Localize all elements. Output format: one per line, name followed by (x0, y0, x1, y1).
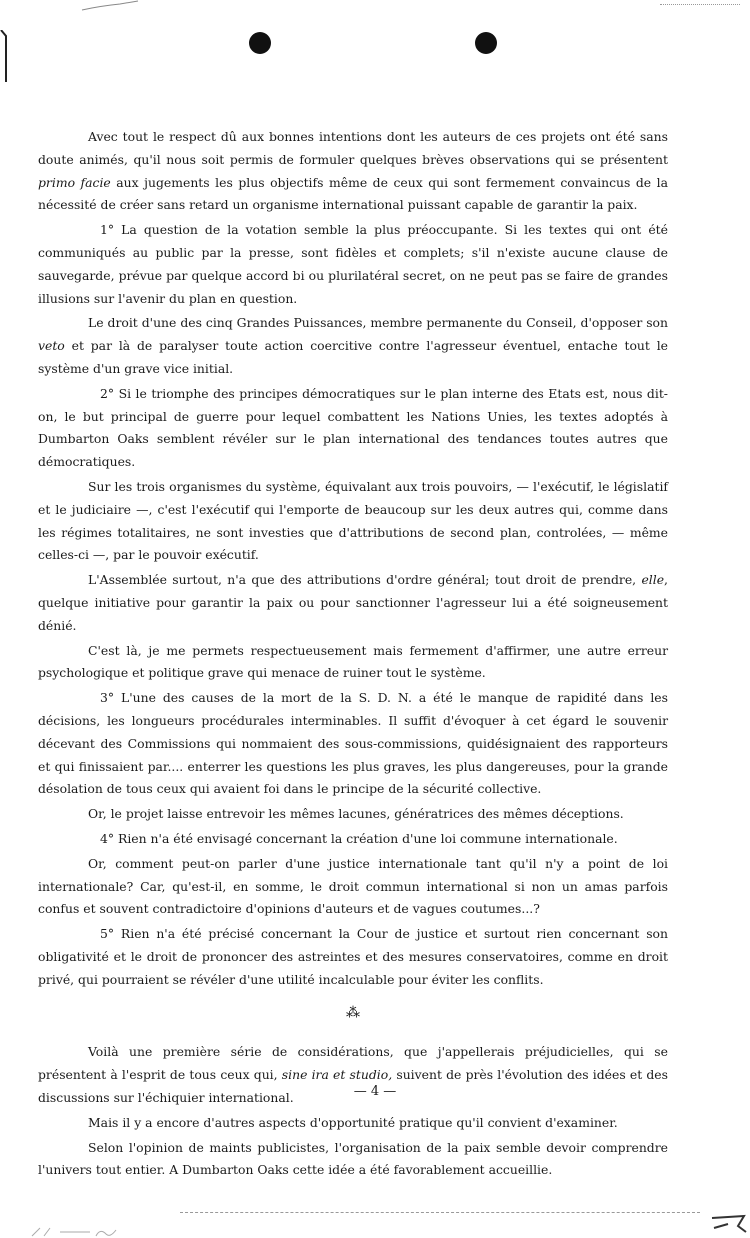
footer-scribble (30, 1226, 130, 1238)
paragraph-error: C'est là, je me permets respectueusement mais fermement d'affirmer, une autre erreur psychologique et politique grave qui menace de ruiner tout le système. (38, 642, 668, 681)
section-separator-stars: ⁂ (346, 1005, 360, 1022)
footer-dashed-line (180, 1212, 700, 1213)
paragraph-justice: Or, comment peut-on parler d'une justice internationale tant qu'il n'y a point de loi internationale? Car, qu'est-il, en somme, le droit commun international si non un amas parfois confus et souvent contradictoire d'opinions d'auteurs et de vagues coutumes...? (38, 855, 668, 917)
paragraph-lacunes: Or, le projet laisse entrevoir les mêmes lacunes, génératrices des mêmes déceptions. (88, 806, 624, 822)
paragraph-aspects: Mais il y a encore d'autres aspects d'opportunité pratique qu'il convient d'examiner. (88, 1114, 618, 1130)
paragraph-veto: Le droit d'une des cinq Grandes Puissances, membre permanente du Conseil, d'opposer son veto et par là de paralyser toute action coercitive contre l'agresseur éventuel, entache tout le système d'un grave vice initial. (38, 315, 668, 376)
page-number: — 4 — (353, 1084, 397, 1099)
paragraph-univers: Selon l'opinion de maints publicistes, l'organisation de la paix semble devoir comprendre l'univers tout entier. A Dumbarton Oaks cette idée a été favorablement accueillie. (38, 1139, 668, 1178)
paragraph-organisms: Sur les trois organismes du système, équivalant aux trois pouvoirs, — l'exécutif, le législatif et le judiciaire —, c'est l'exécutif qui l'emporte de beaucoup sur les deux autres qui, comme dans les régimes totalitaires, ne sont investies que d'attributions de second plan, controlées, — même celles-ci —, par le pouvoir exécutif. (38, 478, 668, 563)
paragraph-intro: Avec tout le respect dû aux bonnes intentions dont les auteurs de ces projets ont été sans doute animés, qu'il nous soit permis de formuler quelques brèves observations qui se présentent primo facie aux jugements les plus objectifs même de ceux qui sont fermement convaincus de la nécessité de créer sans retard un organisme international puissant capable de garantir la paix. (38, 129, 668, 213)
document-body (38, 126, 668, 1182)
punch-hole-right (475, 32, 497, 54)
paragraph-point-4: 4° Rien n'a été envisagé concernant la création d'une loi commune internationale. (100, 830, 618, 846)
corner-mark (708, 1212, 748, 1234)
top-scribble (80, 0, 140, 12)
paragraph-considerations: Voilà une première série de considérations, que j'appellerais préjudicielles, qui se présentent à l'esprit de tous ceux qui, sine ira et studio, suivent de près l'évolution des idées et des discussions sur l'échiquier international. (38, 1044, 668, 1106)
top-right-dots (660, 4, 740, 9)
paragraph-point-3: 3° L'une des causes de la mort de la S. D. N. a été le manque de rapidité dans les décisions, les longueurs procédurales interminables. Il suffit d'évoquer à cet égard le souvenir décevant des Commissions qui nommaient des sous-commissions, quidésignaient des rapporteurs et qui finissaient par.... enterrer les questions les plus graves, les plus dangereuses, pour la grande désolation de tous ceux qui avaient foi dans le principe de la sécurité collective. (38, 690, 668, 797)
paragraph-point-5: 5° Rien n'a été précisé concernant la Cour de justice et surtout rien concernant son obligativité et le droit de prononcer des astreintes et des mesures conservatoires, comme en droit privé, qui pourraient se révéler d'une utilité incalculable pour éviter les conflits. (38, 926, 668, 987)
paragraph-assembly: L'Assemblée surtout, n'a que des attributions d'ordre général; tout droit de prendre, elle, quelque initiative pour garantir la paix ou pour sanctionner l'agresseur lui a été soigneusement dénié. (38, 572, 668, 633)
paragraph-point-2: 2° Si le triomphe des principes démocratiques sur le plan interne des Etats est, nous dit-on, le but principal de guerre pour lequel combattent les Nations Unies, les textes adoptés à Dumbarton Oaks semblent révéler sur le plan international des tendances toutes autres que démocratiques. (38, 385, 668, 470)
margin-mark (0, 30, 9, 82)
punch-hole-left (249, 32, 271, 54)
paragraph-point-1: 1° La question de la votation semble la plus préoccupante. Si les textes qui ont été communiqués au public par la presse, sont fidèles et complets; s'il n'existe aucune clause de sauvegarde, prévue par quelque accord bi ou plurilatéral secret, on ne peut pas se faire de grandes illusions sur l'avenir du plan en question. (38, 222, 668, 306)
